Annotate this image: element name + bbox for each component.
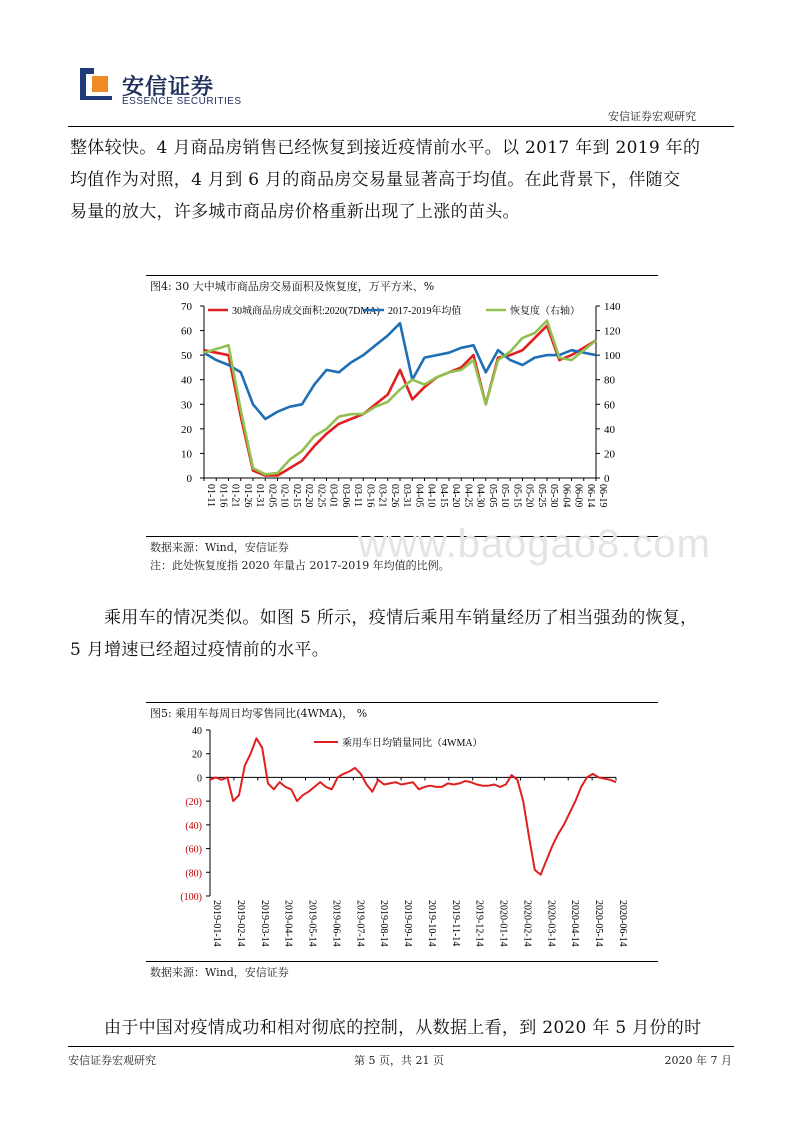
paragraph-line: 乘用车的情况类似。如图 5 所示，疫情后乘用车销量经历了相当强劲的恢复， [104, 608, 698, 628]
x-tick-label: 05-15 [511, 484, 523, 508]
x-tick-label: 03-16 [364, 484, 376, 508]
x-tick-label: 03-31 [401, 484, 412, 508]
x-tick-label: 05-05 [486, 484, 498, 508]
y-tick-label-right: 140 [604, 301, 621, 313]
x-tick-label: 2019-03-14 [258, 900, 270, 947]
y-tick-label-left: 0 [186, 473, 192, 485]
y-tick-label: (100) [180, 892, 202, 903]
series-line-0 [204, 326, 596, 476]
y-tick-label-right: 20 [604, 448, 615, 461]
figure5-source: 数据来源：Wind，安信证券 [150, 966, 289, 979]
x-tick-label: 2019-02-14 [234, 900, 246, 947]
x-tick-label: 06-04 [560, 484, 572, 508]
legend-label-0: 30城商品房成交面积:2020(7DMA) [232, 306, 380, 317]
x-tick-label: 01-16 [217, 484, 229, 508]
figure4-source: 数据来源：Wind，安信证券 [150, 541, 289, 554]
x-tick-label: 03-11 [352, 484, 363, 507]
x-tick-label: 2019-12-14 [473, 900, 485, 947]
paragraph-line: 由于中国对疫情成功和相对彻底的控制，从数据上看，到 2020 年 5 月份的时 [104, 1018, 702, 1038]
y-tick-label-left: 10 [181, 448, 192, 461]
x-tick-label: 05-30 [548, 484, 559, 508]
y-tick-label-left: 70 [181, 301, 192, 313]
x-tick-label: 2019-11-14 [449, 900, 461, 947]
y-tick-label-right: 40 [604, 423, 615, 436]
x-tick-label: 04-10 [425, 484, 437, 508]
y-tick-label-left: 40 [181, 374, 192, 387]
footer-left: 安信证券宏观研究 [68, 1054, 156, 1067]
figure5-top-rule [146, 702, 658, 703]
x-tick-label: 2019-08-14 [378, 900, 390, 947]
x-tick-label: 02-15 [290, 484, 302, 508]
report-series: 安信证券宏观研究 [608, 110, 696, 123]
x-tick-label: 2020-01-14 [497, 900, 509, 947]
x-tick-label: 02-20 [303, 484, 314, 508]
y-tick-label-right: 100 [604, 350, 621, 363]
x-tick-label: 2020-04-14 [569, 900, 581, 947]
x-tick-label: 2019-07-14 [354, 900, 366, 947]
x-tick-label: 05-25 [535, 484, 547, 508]
paragraph-line: 均值作为对照，4 月到 6 月的商品房交易量显著高于均值。在此背景下，伴随交 [70, 170, 681, 190]
x-tick-label: 2019-10-14 [425, 900, 437, 947]
paragraph-line: 整体较快。4 月商品房销售已经恢复到接近疫情前水平。以 2017 年到 2019 年的 [70, 138, 701, 158]
paragraph-2 [70, 602, 740, 666]
y-tick-label-left: 50 [181, 350, 192, 363]
y-tick-label-left: 30 [181, 399, 192, 412]
y-tick-label: (20) [185, 797, 202, 809]
x-tick-label: 2020-06-14 [617, 900, 628, 947]
x-tick-label: 02-10 [278, 484, 290, 508]
x-tick-label: 06-19 [597, 484, 608, 508]
y-tick-label-right: 0 [604, 473, 610, 485]
y-tick-label: 0 [197, 773, 202, 785]
paragraph-1 [70, 132, 740, 228]
series-line [210, 738, 616, 874]
figure4-note: 注：此处恢复度指 2020 年量占 2017-2019 年均值的比例。 [150, 559, 450, 572]
x-tick-label: 2019-06-14 [330, 900, 342, 947]
y-tick-label-left: 60 [181, 325, 192, 338]
x-tick-label: 2019-05-14 [306, 900, 318, 947]
x-tick-label: 2019-09-14 [402, 900, 414, 947]
figure4-chart [146, 292, 658, 538]
y-tick-label: (60) [185, 844, 202, 856]
x-tick-label: 01-11 [205, 484, 216, 507]
x-tick-label: 2020-02-14 [521, 900, 533, 947]
company-logo [78, 66, 114, 106]
logo-mark-icon [78, 66, 114, 102]
figure4-title: 图4: 30 大中城市商品房交易面积及恢复度，万平方米、% [150, 280, 435, 293]
y-tick-label: 20 [192, 749, 202, 761]
header-rule [68, 126, 734, 127]
x-tick-label: 06-09 [572, 484, 584, 508]
paragraph-line: 5 月增速已经超过疫情前的水平。 [70, 640, 330, 660]
x-tick-label: 01-26 [241, 484, 253, 508]
x-tick-label: 04-15 [437, 484, 449, 508]
y-tick-label: 40 [192, 726, 202, 737]
x-tick-label: 04-20 [450, 484, 461, 508]
x-tick-label: 06-14 [584, 484, 596, 508]
paragraph-line: 易量的放大，许多城市商品房价格重新出现了上涨的苗头。 [70, 202, 520, 222]
x-tick-label: 03-01 [327, 484, 339, 508]
watermark: www.baogao8.com [358, 522, 711, 566]
x-tick-label: 04-25 [462, 484, 474, 508]
x-tick-label: 01-31 [254, 484, 265, 508]
x-tick-label: 2020-03-14 [545, 900, 557, 947]
x-tick-label: 2020-05-14 [593, 900, 605, 947]
figure5-chart [146, 720, 658, 964]
x-tick-label: 02-05 [266, 484, 278, 508]
x-tick-label: 2019-01-14 [211, 900, 222, 947]
x-tick-label: 03-26 [388, 484, 400, 508]
y-tick-label-right: 80 [604, 374, 615, 387]
figure5-title: 图5: 乘用车每周日均零售同比(4WMA)， % [150, 707, 368, 720]
x-tick-label: 2019-04-14 [282, 900, 294, 947]
x-tick-label: 04-05 [413, 484, 425, 508]
y-tick-label: (40) [185, 820, 202, 832]
y-tick-label-right: 120 [604, 325, 621, 338]
company-name-cn: 安信证券 [122, 75, 215, 100]
legend-label: 乘用车日均销量同比（4WMA） [342, 738, 483, 749]
series-line-2 [204, 321, 596, 475]
x-tick-label: 05-20 [523, 484, 535, 508]
y-tick-label-left: 20 [181, 423, 192, 436]
x-tick-label: 05-10 [499, 484, 510, 508]
footer-date: 2020 年 7 月 [664, 1054, 732, 1067]
paragraph-3 [70, 1012, 740, 1044]
legend-label-2: 恢复度（右轴） [510, 306, 580, 317]
x-tick-label: 03-06 [339, 484, 351, 508]
figure4-top-rule [146, 275, 658, 276]
y-tick-label: (80) [185, 868, 202, 880]
x-tick-label: 03-21 [376, 484, 388, 508]
x-tick-label: 01-21 [229, 484, 241, 508]
y-tick-label-right: 60 [604, 399, 615, 412]
legend-label-1: 2017-2019年均值 [388, 306, 462, 317]
footer-rule [68, 1046, 734, 1047]
page-number: 第 5 页，共 21 页 [354, 1054, 444, 1067]
figure5-bottom-rule [146, 961, 658, 962]
x-tick-label: 02-25 [315, 484, 327, 508]
x-tick-label: 04-30 [474, 484, 486, 508]
company-name-en: ESSENCE SECURITIES [122, 96, 242, 107]
